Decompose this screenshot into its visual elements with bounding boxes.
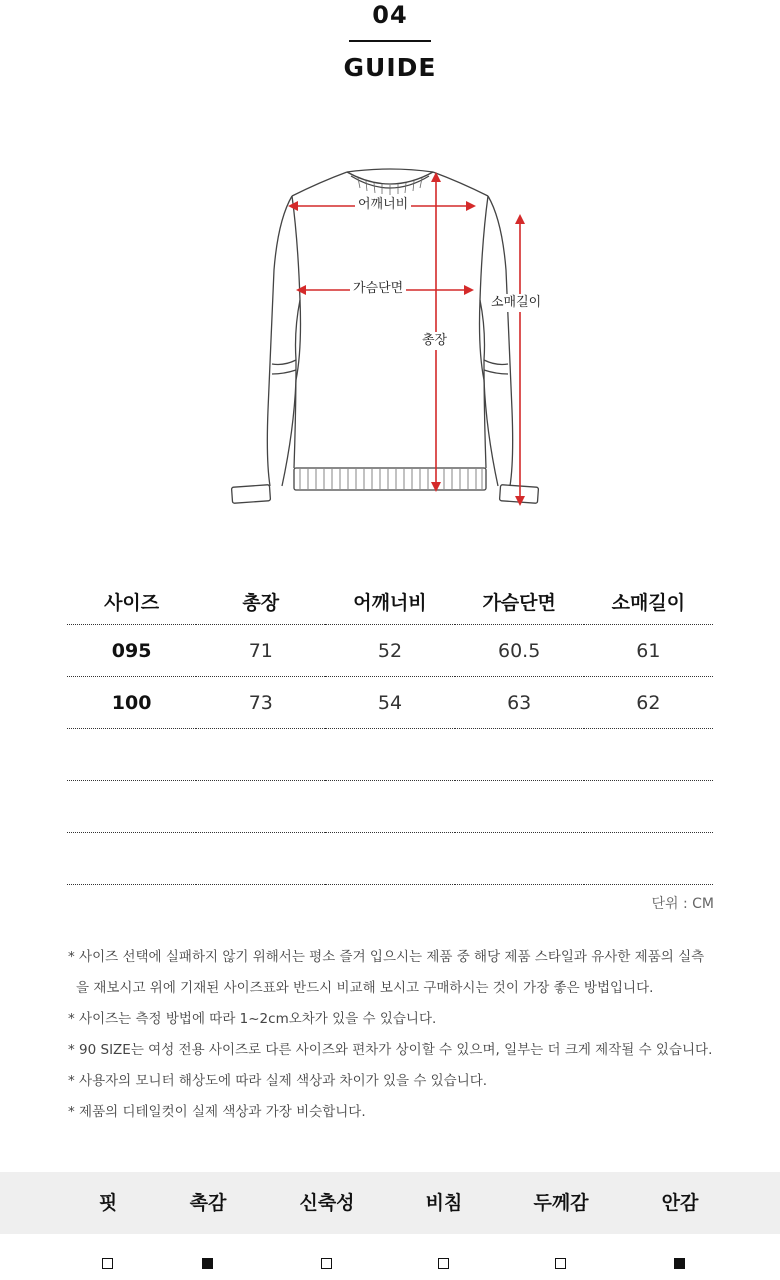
attr-label-sheerness: 비침	[425, 1192, 463, 1214]
size-table	[67, 578, 713, 885]
table-cell: 63	[455, 677, 584, 729]
section-number: 04	[372, 1, 408, 29]
attr-checkbox-fit	[102, 1258, 113, 1269]
note-line: * 제품의 디테일컷이 실제 색상과 가장 비슷합니다.	[68, 1104, 366, 1120]
size-table-header-row	[67, 578, 713, 625]
attr-label-fit: 핏	[98, 1192, 118, 1214]
attr-label-thickness: 두께감	[533, 1192, 589, 1214]
attr-label-stretch: 신축성	[299, 1192, 355, 1214]
attr-checkbox-stretch	[321, 1258, 332, 1269]
sweatshirt-illustration	[210, 160, 570, 520]
table-cell: 54	[325, 677, 454, 729]
table-row	[67, 625, 713, 677]
table-cell: 62	[584, 677, 713, 729]
table-row-empty	[67, 781, 713, 833]
attr-label-lining: 안감	[661, 1192, 699, 1214]
note-line: 을 재보시고 위에 기재된 사이즈표와 반드시 비교해 보시고 구매하시는 것이 가장 좋은 방법입니다.	[76, 980, 654, 996]
table-cell: 71	[196, 625, 325, 677]
table-cell: 61	[584, 625, 713, 677]
attr-checkbox-sheerness	[438, 1258, 449, 1269]
note-line: * 사이즈 선택에 실패하지 않기 위해서는 평소 즐겨 입으시는 제품 중 해당 제품 스타일과 유사한 제품의 실측	[68, 949, 705, 965]
note-line: * 사용자의 모니터 해상도에 따라 실제 색상과 차이가 있을 수 있습니다.	[68, 1073, 488, 1089]
attribute-header-bar	[0, 1172, 780, 1234]
unit-label: 단위 : CM	[651, 896, 714, 912]
size-notes	[68, 946, 768, 1132]
table-cell: 60.5	[455, 625, 584, 677]
title-divider	[349, 40, 431, 42]
attr-checkbox-texture	[202, 1258, 213, 1269]
table-row-empty	[67, 833, 713, 885]
attr-checkbox-lining	[674, 1258, 685, 1269]
total-length-label: 총장	[419, 332, 450, 350]
size-cell: 100	[67, 677, 196, 729]
header-shoulder-width: 어깨너비	[325, 578, 454, 625]
header-total-length: 총장	[196, 578, 325, 625]
sleeve-length-label: 소매길이	[488, 294, 544, 312]
chest-width-label: 가슴단면	[350, 280, 406, 298]
section-title: GUIDE	[343, 53, 437, 82]
attr-checkbox-thickness	[555, 1258, 566, 1269]
garment-measurement-diagram	[210, 160, 570, 520]
attr-label-texture: 촉감	[189, 1192, 227, 1214]
header-chest-width: 가슴단면	[455, 578, 584, 625]
table-row-empty	[67, 729, 713, 781]
header-sleeve-length: 소매길이	[584, 578, 713, 625]
table-cell: 52	[325, 625, 454, 677]
size-cell: 095	[67, 625, 196, 677]
header-size: 사이즈	[67, 578, 196, 625]
table-cell: 73	[196, 677, 325, 729]
note-line: * 사이즈는 측정 방법에 따라 1~2cm오차가 있을 수 있습니다.	[68, 1011, 437, 1027]
table-row	[67, 677, 713, 729]
note-line: * 90 SIZE는 여성 전용 사이즈로 다른 사이즈와 편차가 상이할 수 있으며, 일부는 더 크게 제작될 수 있습니다.	[68, 1042, 713, 1058]
shoulder-width-label: 어깨너비	[355, 196, 411, 214]
